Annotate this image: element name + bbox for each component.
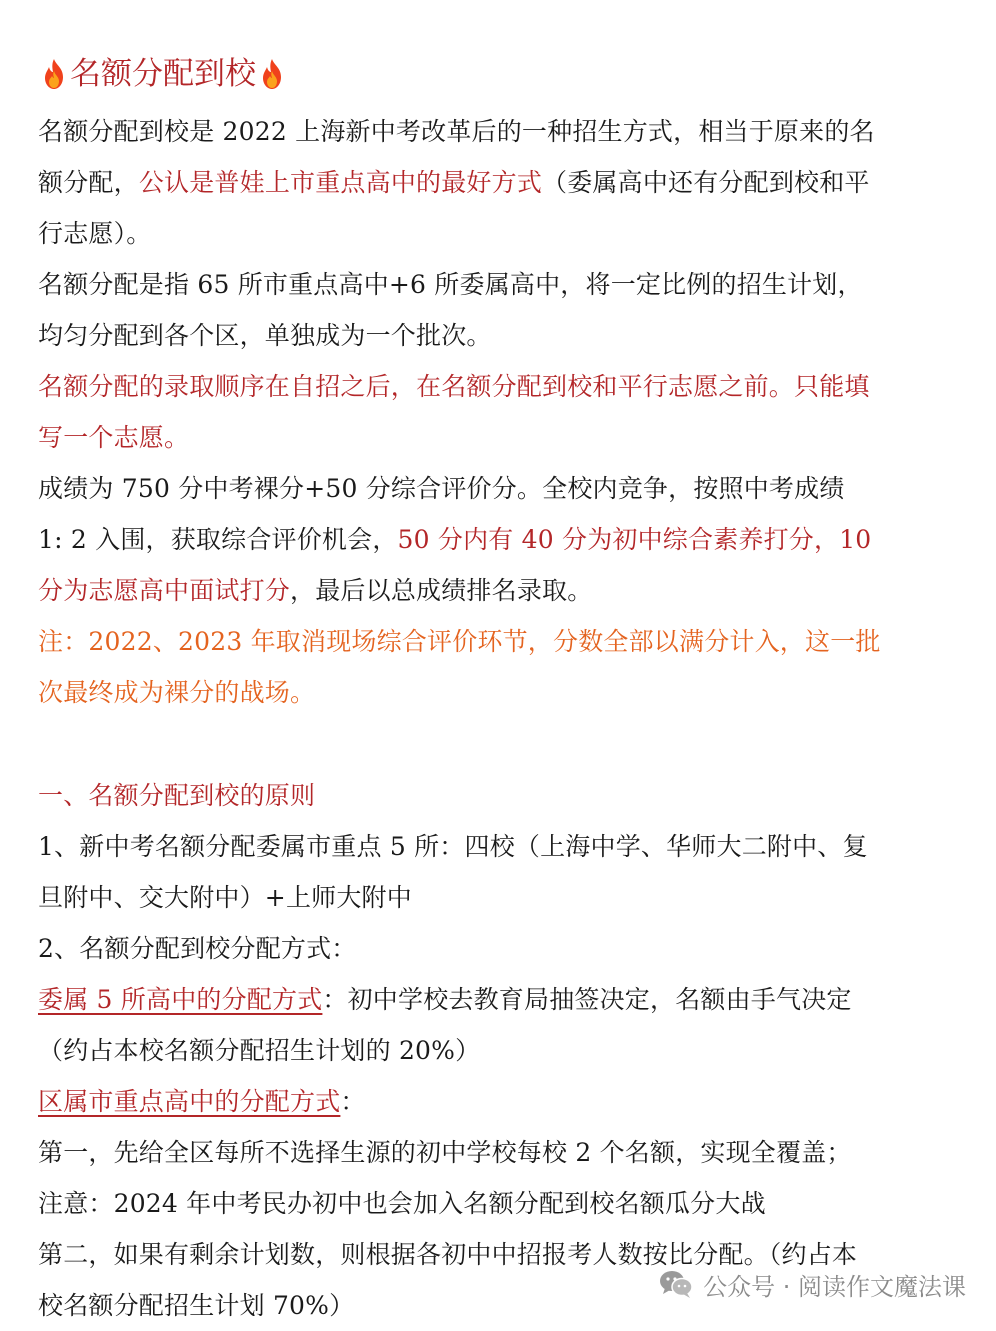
paragraph-definition <box>38 259 962 361</box>
text-line: 第一，先给全区每所不选择生源的初中学校每校 2 个名额，实现全覆盖； <box>38 1138 852 1167</box>
wechat-icon <box>659 1269 693 1299</box>
section-heading <box>38 770 962 821</box>
text-line: 注意：2024 年中考民办初中也会加入名额分配到校名额瓜分大战 <box>38 1189 766 1218</box>
text-line: 次最终成为裸分的战场。 <box>38 678 316 707</box>
text-line <box>38 565 962 616</box>
text-span: ，最后以总成绩排名录取。 <box>290 576 593 605</box>
text-line: 写一个志愿。 <box>38 423 190 452</box>
title-text: 名额分配到校 <box>70 56 256 92</box>
text-line: 注：2022、2023 年取消现场综合评价环节，分数全部以满分计入，这一批 <box>38 627 881 656</box>
list-item <box>38 923 962 974</box>
text-line: 行志愿）。 <box>38 219 152 248</box>
fire-icon <box>40 58 68 90</box>
highlight-text: 公认是普娃上市重点高中的最好方式 <box>138 168 543 197</box>
watermark <box>659 1262 966 1306</box>
text-line: 名额分配是指 65 所市重点高中+6 所委属高中，将一定比例的招生计划， <box>38 270 863 299</box>
underlined-label: 委属 5 所高中的分配方式 <box>38 985 323 1014</box>
page-title <box>38 46 962 102</box>
text-line: 成绩为 750 分中考裸分+50 分综合评价分。全校内竞争，按照中考成绩 <box>38 474 845 503</box>
text-line: （约占本校名额分配招生计划的 20%） <box>38 1036 481 1065</box>
text-line <box>38 974 962 1025</box>
text-line <box>38 1076 962 1127</box>
text-line <box>38 157 962 208</box>
text-span: （委属高中还有分配到校和平 <box>542 168 870 197</box>
text-span: 额分配， <box>38 168 139 197</box>
paragraph-admission-order <box>38 361 962 463</box>
sub-item-committee-schools <box>38 974 962 1076</box>
paragraph-note <box>38 616 962 718</box>
text-line: 1、新中考名额分配委属市重点 5 所：四校（上海中学、华师大二附中、复 <box>38 832 868 861</box>
watermark-text: 公众号 · 阅读作文魔法课 <box>703 1272 966 1301</box>
fire-icon <box>258 58 286 90</box>
text-line: 校名额分配招生计划 70%） <box>38 1291 355 1320</box>
text-line: 均匀分配到各个区，单独成为一个批次。 <box>38 321 492 350</box>
text-span: 1: 2 入围，获取综合评价机会， <box>38 525 398 554</box>
highlight-text: 50 分内有 40 分为初中综合素养打分，10 <box>397 525 872 554</box>
text-line: 第二，如果有剩余计划数，则根据各初中中招报考人数按比分配。（约占本 <box>38 1240 858 1269</box>
highlight-text: 分为志愿高中面试打分 <box>38 576 291 605</box>
spacer <box>38 718 962 770</box>
paragraph-intro <box>38 106 962 259</box>
text-line: 一、名额分配到校的原则 <box>38 781 316 810</box>
text-span: ： <box>340 1087 366 1116</box>
list-item <box>38 821 962 923</box>
text-span: ：初中学校去教育局抽签决定，名额由手气决定 <box>322 985 852 1014</box>
text-line: 名额分配到校是 2022 上海新中考改革后的一种招生方式，相当于原来的名 <box>38 117 875 146</box>
underlined-label: 区属市重点高中的分配方式 <box>38 1087 341 1116</box>
paragraph-scoring <box>38 463 962 616</box>
text-line: 2、名额分配到校分配方式： <box>38 934 357 963</box>
text-line: 名额分配的录取顺序在自招之后，在名额分配到校和平行志愿之前。只能填 <box>38 372 870 401</box>
text-line <box>38 514 962 565</box>
text-line: 旦附中、交大附中）+上师大附中 <box>38 883 412 912</box>
